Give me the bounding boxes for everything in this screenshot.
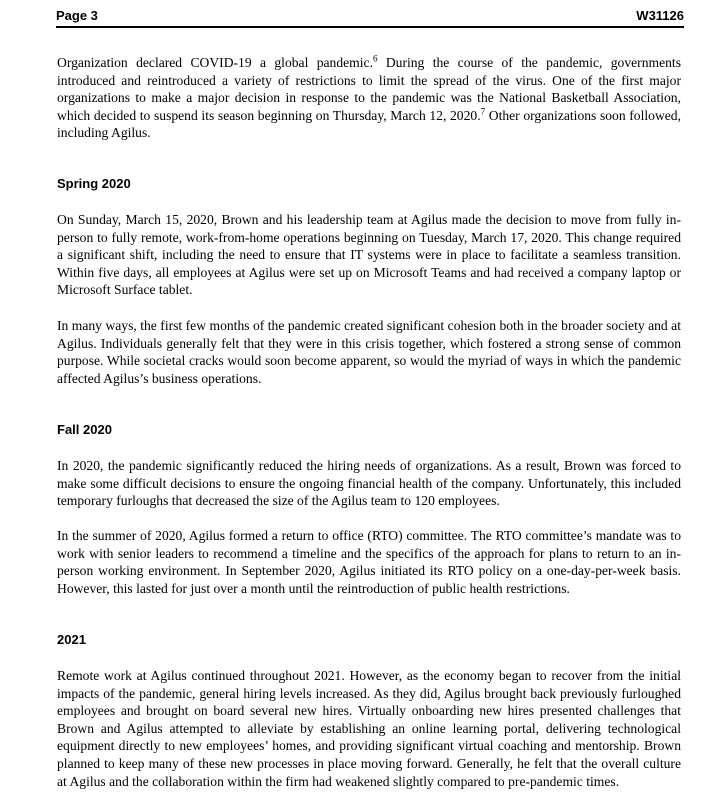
section-heading-spring-2020: Spring 2020 (57, 176, 131, 191)
section-heading-2021: 2021 (57, 632, 86, 647)
paragraph-text: Organization declared COVID-19 a global pandemic. (57, 55, 373, 70)
page-number: Page 3 (56, 8, 98, 23)
page-header (56, 4, 684, 28)
paragraph-furloughs: In 2020, the pandemic significantly reduced the hiring needs of organizations. As a result, Brown was forced to make some difficult decisions to ensure the ongoing financial health of the company. Unfortunately, this included temporary furloughs that decreased the size of the Agilus team to 120 employees. (57, 458, 681, 509)
footnote-ref: 6 (372, 53, 378, 64)
paragraph-cohesion: In many ways, the first few months of the pandemic created significant cohesion both in the broader society and at Agilus. Individuals generally felt that they were in this crisis together, which fostered a strong sense of common purpose. While societal cracks would soon become apparent, so would the myriad of ways in which the pandemic affected Agilus’s business operations. (57, 318, 681, 386)
paragraph-text: Other organizations soon followed, including Agilus. (57, 107, 681, 141)
paragraph-text: During the course of the pandemic, governments introduced and reintroduced a variety of restrictions to limit the spread of the virus. One of the first major organizations to make a major decision in response to the pandemic was the National Basketball Association, which decided to suspend its season beginning on Thursday, March 12, 2020. (57, 55, 681, 123)
paragraph-remote-transition: On Sunday, March 15, 2020, Brown and his leadership team at Agilus made the decision to move from fully in-person to fully remote, work-from-home operations beginning on Tuesday, March 17, 2020. This change required a significant shift, including the need to ensure that IT systems were in place to facilitate a seamless transition. Within five days, all employees at Agilus were set up on Microsoft Teams and had received a company laptop or Microsoft Surface tablet. (57, 212, 681, 298)
paragraph-remote-2021: Remote work at Agilus continued throughout 2021. However, as the economy began to recover from the initial impacts of the pandemic, general hiring levels increased. As they did, Agilus brought back previously furloughed employees and brought on board several new hires. Virtually onboarding new hires presented challenges that Brown and Agilus attempted to alleviate by establishing an online learning portal, delivering technological equipment directly to new employees’ homes, and providing significant virtual coaching and mentorship. Brown planned to keep many of these new processes in place moving forward. Generally, he felt that the overall culture at Agilus and the collaboration within the firm had weakened slightly compared to pre-pandemic times. (57, 668, 681, 789)
footnote-ref: 7 (480, 106, 486, 117)
document-code: W31126 (636, 8, 684, 23)
paragraph-pandemic-declaration (57, 54, 681, 142)
section-heading-fall-2020: Fall 2020 (57, 422, 112, 437)
paragraph-rto-committee: In the summer of 2020, Agilus formed a return to office (RTO) committee. The RTO committee’s mandate was to work with senior leaders to recommend a timeline and the specifics of the approach for plans to return to an in-person working environment. In September 2020, Agilus initiated its RTO policy on a one-day-per-week basis. However, this lasted for just over a month until the reintroduction of public health restrictions. (57, 528, 681, 596)
